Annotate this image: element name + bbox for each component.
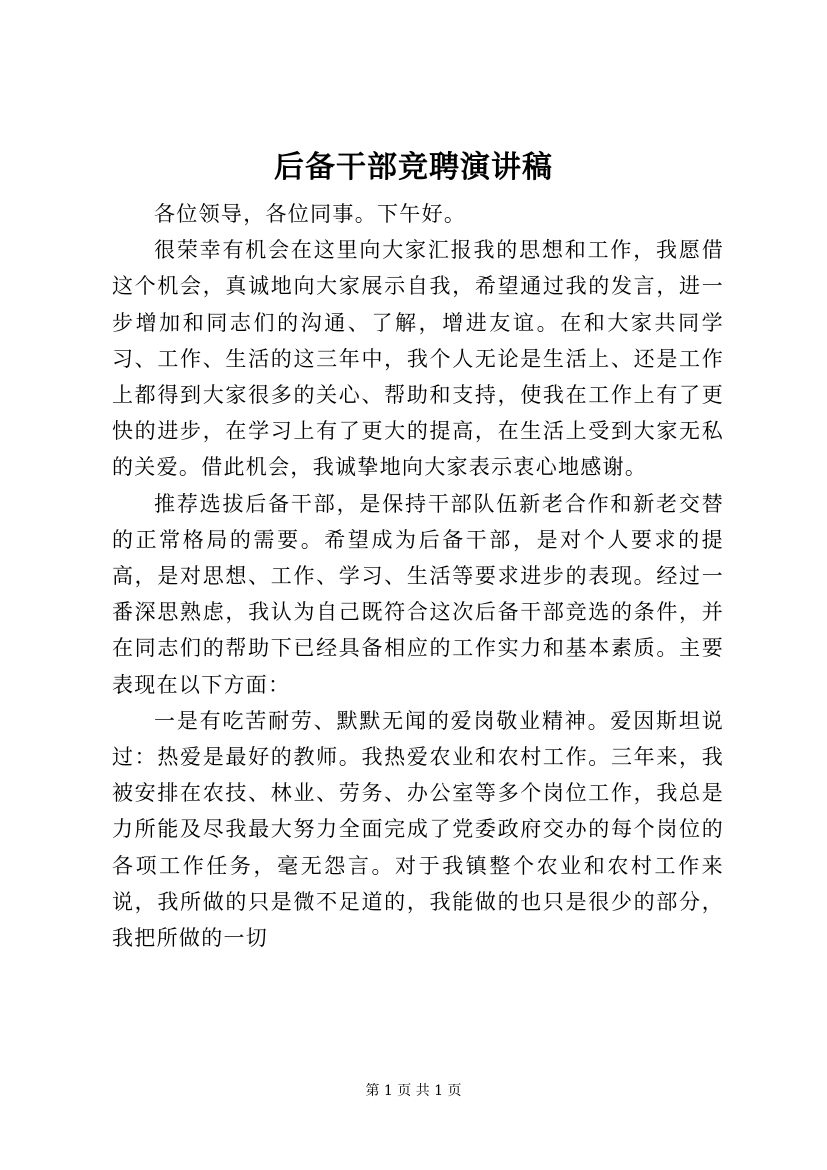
paragraph-point-one: 一是有吃苦耐劳、默默无闻的爱岗敬业精神。爱因斯坦说过：热爱是最好的教师。我热爱农业和农村工作。三年来，我被安排在农技、林业、劳务、办公室等多个岗位工作，我总是力所能及尽我最大努力全面完成了党委政府交办的每个岗位的各项工作任务，毫无怨言。对于我镇整个农业和农村工作来说，我所做的只是微不足道的，我能做的也只是很少的部分，我把所做的一切 xyxy=(112,708,724,951)
paragraph-qualification: 推荐选拔后备干部，是保持干部队伍新老合作和新老交替的正常格局的需要。希望成为后备干部，是对个人要求的提高，是对思想、工作、学习、生活等要求进步的表现。经过一番深思熟虑，我认为自己既符合这次后备干部竞选的条件，并在同志们的帮助下已经具备相应的工作实力和基本素质。主要表现在以下方面： xyxy=(112,491,724,697)
paragraph-greeting: 各位领导，各位同事。下午好。 xyxy=(154,202,467,226)
page-footer: 第 1 页 共 1 页 xyxy=(365,1083,462,1099)
paragraph-introduction: 很荣幸有机会在这里向大家汇报我的思想和工作，我愿借这个机会，真诚地向大家展示自我，希望通过我的发言，进一步增加和同志们的沟通、了解，增进友谊。在和大家共同学习、工作、生活的这三年中，我个人无论是生活上、还是工作上都得到大家很多的关心、帮助和支持，使我在工作上有了更快的进步，在学习上有了更大的提高，在生活上受到大家无私的关爱。借此机会，我诚挚地向大家表示衷心地感谢。 xyxy=(112,238,724,480)
document-body xyxy=(112,196,724,956)
document-title: 后备干部竞聘演讲稿 xyxy=(274,150,553,185)
